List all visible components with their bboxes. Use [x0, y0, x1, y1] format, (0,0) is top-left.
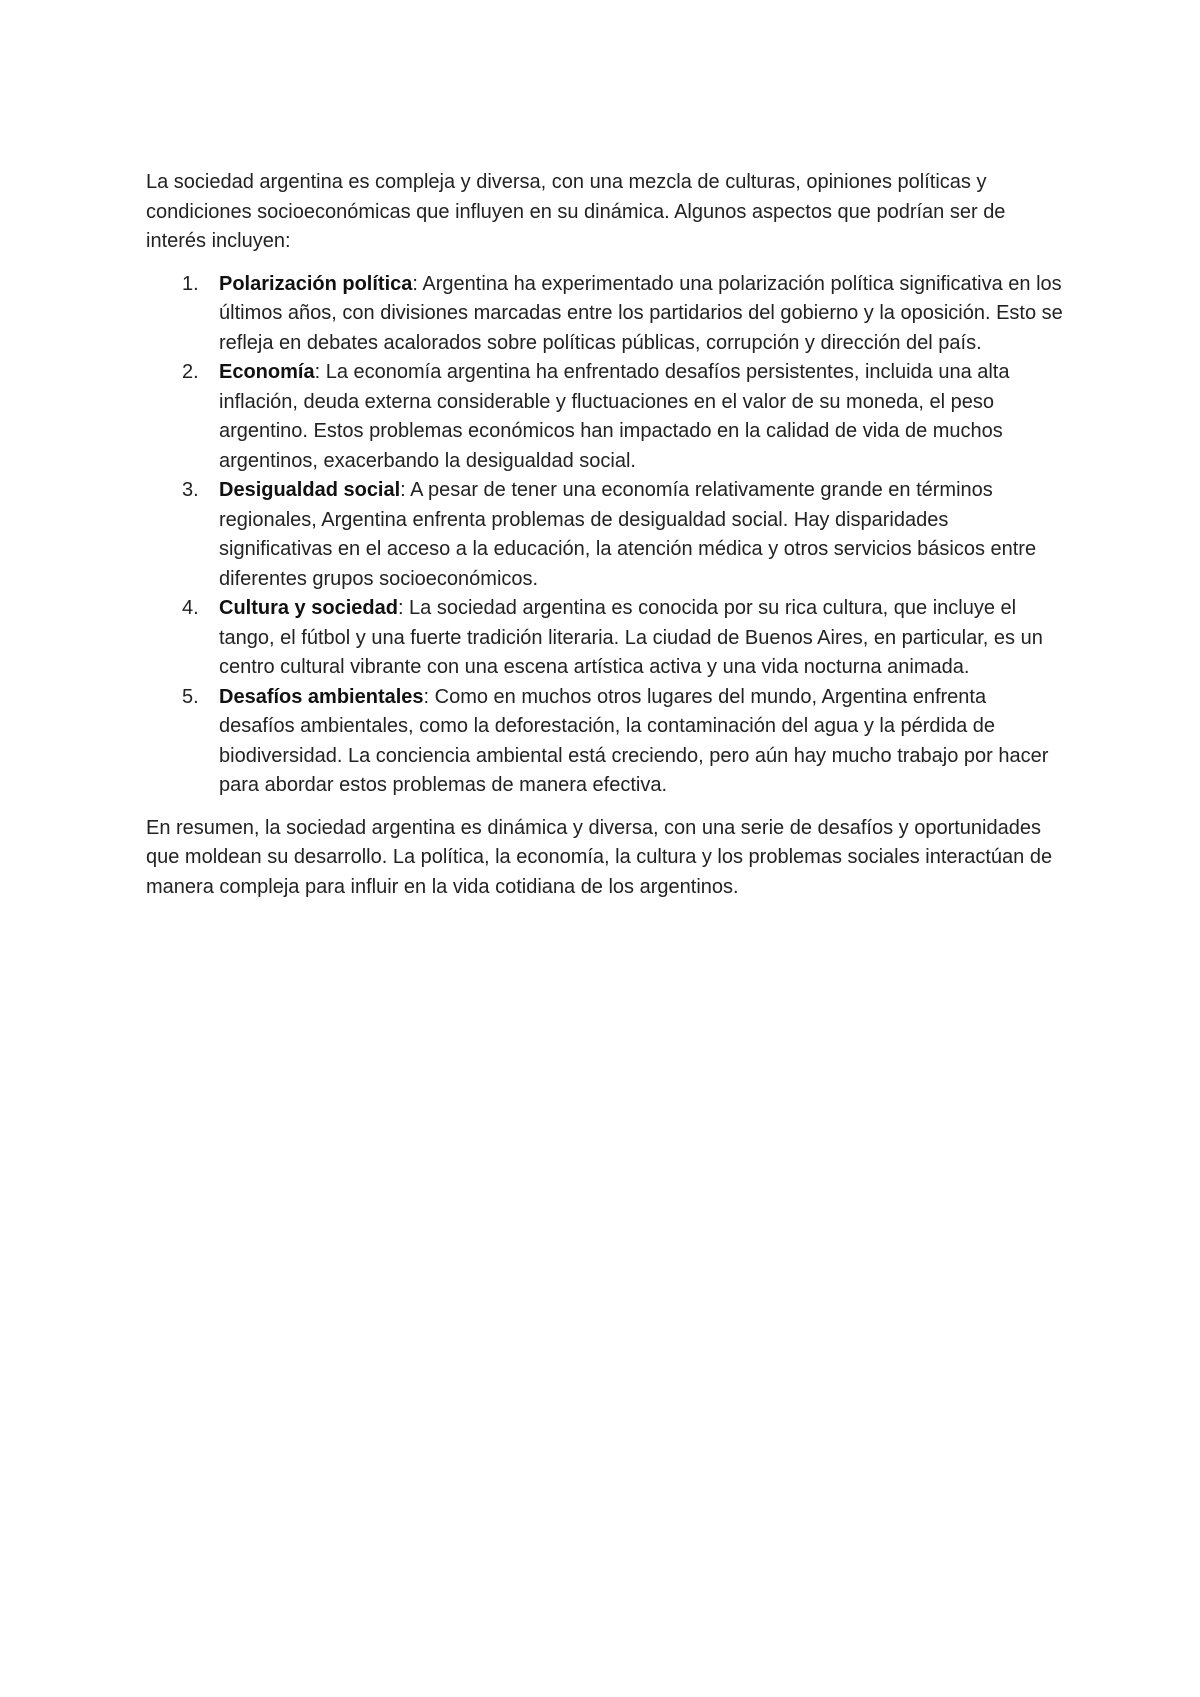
aspects-list [146, 270, 1066, 801]
list-item-number: 4. [182, 597, 199, 619]
list-item-number: 1. [182, 272, 199, 295]
list-item-text: : La sociedad argentina es conocida por su rica cultura, que incluye el tango, el fútbol y una fuerte tradición literaria. La ciudad de Buenos Aires, en particular, es un centro cultural vibrante con una escena artística activa y una vida nocturna animada. [219, 597, 1043, 678]
list-item-title: Desigualdad social [219, 479, 401, 501]
list-item-title: Cultura y sociedad [219, 597, 398, 619]
list-item-title: Desafíos ambientales [219, 685, 424, 708]
list-item-title: Polarización política [219, 272, 413, 295]
list-item [146, 358, 1066, 476]
list-item-number: 5. [182, 685, 199, 708]
list-item [146, 594, 1066, 683]
list-item [146, 683, 1066, 801]
list-item-title: Economía [219, 361, 315, 383]
intro-paragraph: La sociedad argentina es compleja y diversa, con una mezcla de culturas, opiniones políticas y condiciones socioeconómicas que influyen en su dinámica. Algunos aspectos que podrían ser de interés incluyen: [146, 171, 1006, 252]
list-item [146, 476, 1066, 594]
list-item-text: : La economía argentina ha enfrentado desafíos persistentes, incluida una alta inflación, deuda externa considerable y fluctuaciones en el valor de su moneda, el peso argentino. Estos problemas económicos han impactado en la calidad de vida de muchos argentinos, exacerbando la desigualdad social. [219, 361, 1010, 472]
document-body [146, 168, 1066, 902]
list-item-text: : Como en muchos otros lugares del mundo, Argentina enfrenta desafíos ambientales, como la deforestación, la contaminación del agua y la pérdida de biodiversidad. La conciencia ambiental está creciendo, pero aún hay mucho trabajo por hacer para abordar estos problemas de manera efectiva. [219, 685, 1049, 796]
list-item-text: : A pesar de tener una economía relativamente grande en términos regionales, Argentina enfrenta problemas de desigualdad social. Hay disparidades significativas en el acceso a la educación, la atención médica y otros servicios básicos entre diferentes grupos socioeconómicos. [219, 479, 1037, 590]
list-item-text: : Argentina ha experimentado una polarización política significativa en los últimos años, con divisiones marcadas entre los partidarios del gobierno y la oposición. Esto se refleja en debates acalorados sobre políticas públicas, corrupción y dirección del país. [219, 272, 1063, 354]
conclusion-paragraph: En resumen, la sociedad argentina es dinámica y diversa, con una serie de desafíos y oportunidades que moldean su desarrollo. La política, la economía, la cultura y los problemas sociales interactúan de manera compleja para influir en la vida cotidiana de los argentinos. [146, 816, 1053, 898]
list-item-number: 3. [182, 479, 199, 501]
list-item-number: 2. [182, 361, 199, 383]
list-item [146, 270, 1066, 359]
